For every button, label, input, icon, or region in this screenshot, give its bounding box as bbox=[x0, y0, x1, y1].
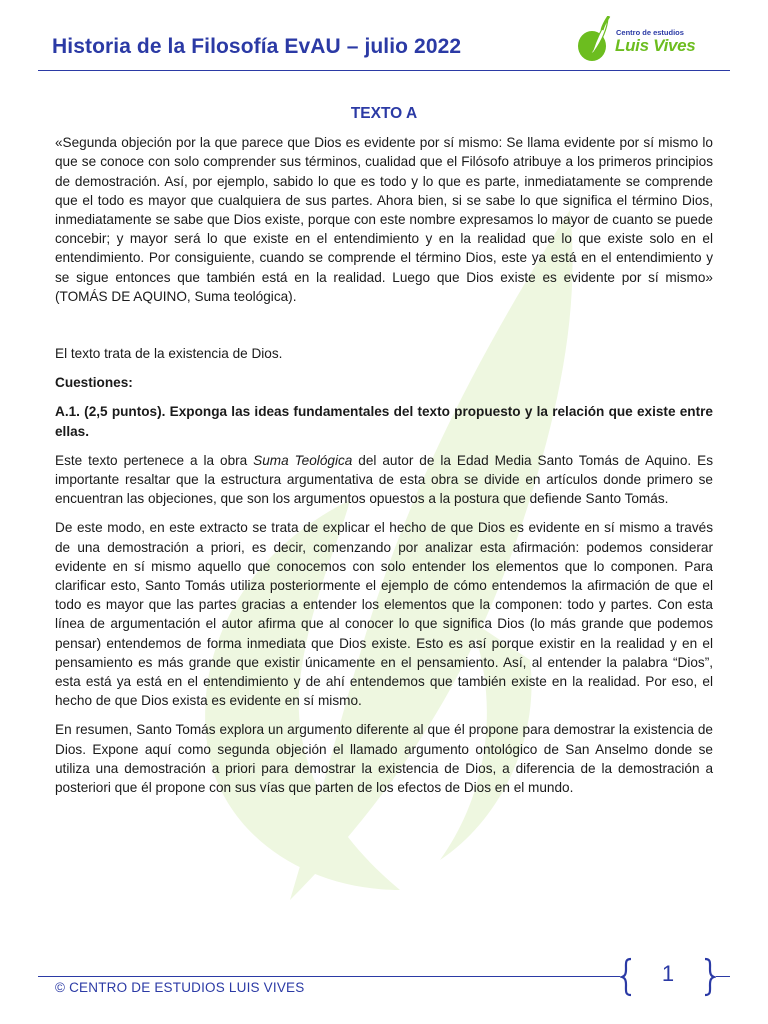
footer-copyright: © CENTRO DE ESTUDIOS LUIS VIVES bbox=[55, 980, 305, 995]
quote-paragraph: «Segunda objeción por la que parece que Dios es evidente por sí mismo: Se llama evidente por sí mismo lo que se conoce con solo comprender sus términos, cualidad que el Filósofo atribuye a los primeros principios de demostración. Así, por ejemplo, sabido lo que es todo y lo que es parte, inmediatamente se comprende que el todo es mayor que cualquiera de sus partes. Ahora bien, si se sabe lo que significa el término Dios, inmediatamente se sabe que Dios existe, porque con este nombre expresamos lo mayor de cuanto se puede concebir; y mayor será lo que existe en el entendimiento y en la realidad que lo que existe solo en el entendimiento. Por consiguiente, cuando se comprende el término Dios, este ya está en el entendimiento y se sigue entonces que también está en la realidad. Luego que Dios existe es evidente por sí mismo» (TOMÁS DE AQUINO, Suma teológica). bbox=[55, 135, 713, 304]
logo-subtitle: Centro de estudios bbox=[616, 28, 684, 37]
answer-p1-text-end: del autor de la Edad Media Santo Tomás de Aquino. Es importante resaltar que la estructura argumentativa de esta obra se divide en artículos donde primero se encuentran las objeciones, que son los argumentos opuestos a la postura que defiende Santo Tomás. bbox=[55, 452, 713, 507]
page-number-box bbox=[620, 957, 716, 997]
question-a1: A.1. (2,5 puntos). Exponga las ideas fundamentales del texto propuesto y la relación que existe entre ellas. bbox=[55, 404, 713, 439]
topic-line: El texto trata de la existencia de Dios. bbox=[55, 346, 283, 362]
questions-heading: Cuestiones: bbox=[55, 375, 133, 391]
main-content bbox=[55, 104, 713, 807]
pen-leaf-logo-icon bbox=[575, 16, 615, 66]
document-title: Historia de la Filosofía EvAU – julio 2022 bbox=[52, 35, 462, 58]
brand-logo bbox=[575, 16, 696, 66]
right-brace-icon bbox=[702, 957, 716, 997]
logo-name: Luis Vives bbox=[615, 36, 696, 55]
page-header bbox=[38, 0, 730, 71]
answer-paragraph-1 bbox=[55, 451, 713, 509]
section-title: TEXTO A bbox=[350, 105, 418, 122]
answer-paragraph-2: De este modo, en este extracto se trata de explicar el hecho de que Dios es evidente en sí mismo a través de una demostración a priori, es decir, comenzando por analizar esta afirmación: podemos considerar evidente en sí mismo aquello que conocemos con solo entender los elementos que lo componen. Para clarificar esto, Santo Tomás utiliza posteriormente el ejemplo de cómo entendemos la afirmación de que el todo es mayor que las partes gracias a entender los elementos que la componen: todo y partes. Con esta línea de argumentación el autor afirma que al conocer lo que significa Dios (lo más grande que podemos pensar) entendemos de forma inmediata que Dios existe. Esto es así porque existir en la realidad y en el pensamiento es más grande que existir únicamente en el pensamiento. Así, al entender la palabra “Dios”, esta está ya está en el entendimiento y de ahí entendemos que también existe en la realidad. Por eso, el hecho de que Dios exista es evidente en sí mismo. bbox=[55, 520, 713, 709]
page-number: 1 bbox=[661, 961, 675, 986]
answer-paragraph-3: En resumen, Santo Tomás explora un argumento diferente al que él propone para demostrar la existencia de Dios. Expone aquí como segunda objeción el llamado argumento ontológico de San Anselmo donde se utiliza una demostración a priori para demostrar la existencia de Dios, a diferencia de la demostración a posteriori que él propone con sus vías que parten de los efectos de Dios en el mundo. bbox=[55, 722, 713, 796]
answer-p1-text-start: Este texto pertenece a la obra bbox=[55, 452, 254, 468]
work-title: Suma Teológica bbox=[253, 452, 353, 468]
spacer bbox=[55, 316, 713, 344]
